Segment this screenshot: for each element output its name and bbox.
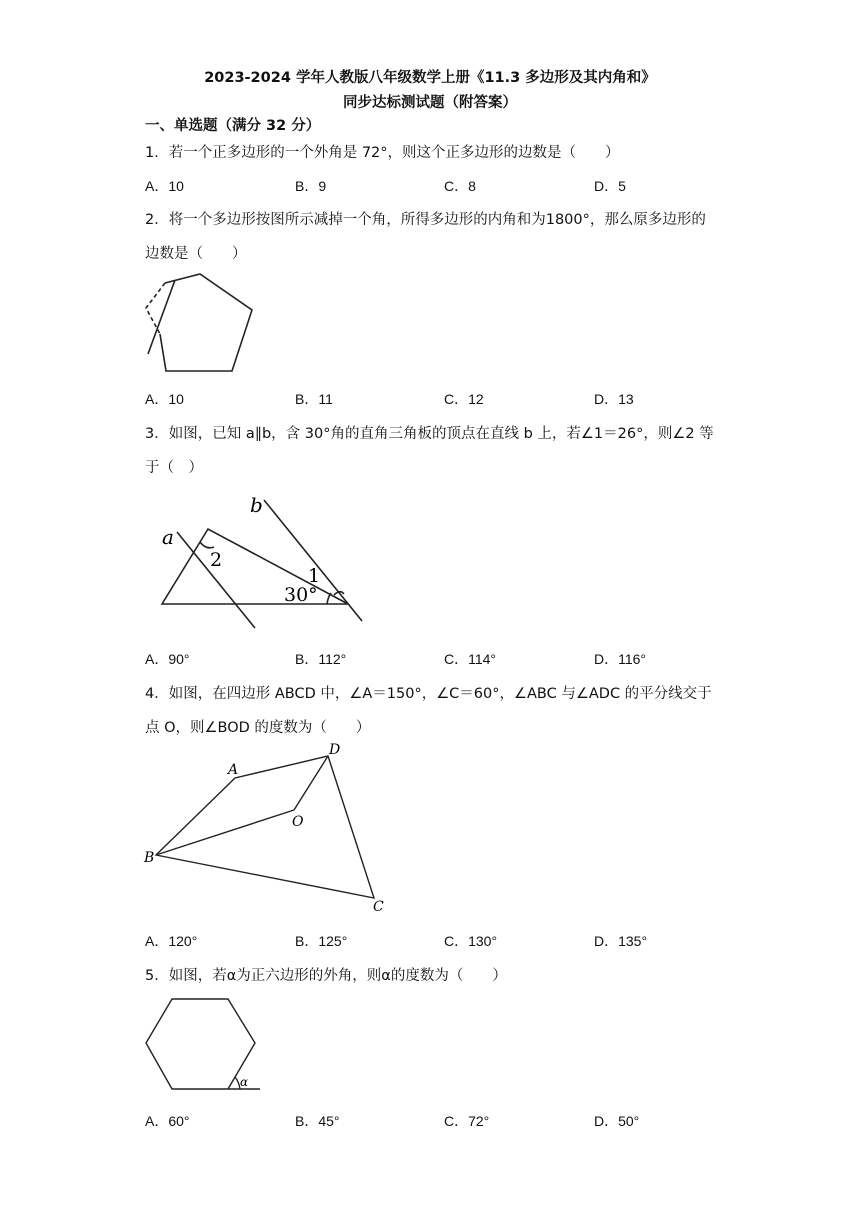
- section-heading: 一、单选题（满分 32 分）: [145, 118, 321, 134]
- vertex-b-label: B: [144, 850, 155, 866]
- vertex-a-label: A: [228, 762, 239, 778]
- angle-2-label: 2: [210, 549, 223, 571]
- q5-option-c: C．72°: [444, 1113, 490, 1129]
- q1-option-d: D．5: [594, 178, 626, 194]
- question-2-text-line2: 边数是（ ）: [145, 246, 247, 262]
- q2-option-b: B．11: [295, 391, 333, 407]
- point-o-label: O: [292, 814, 304, 830]
- bisector-do: [294, 756, 328, 810]
- angle-1-label: 1: [308, 565, 321, 587]
- q4-option-c: C．130°: [444, 933, 498, 949]
- q5-option-b: B．45°: [295, 1113, 340, 1129]
- q5-option-a: A．60°: [145, 1113, 190, 1129]
- line-a: [177, 532, 255, 628]
- q1-option-b: B．9: [295, 178, 327, 194]
- hexagon-exterior-angle-figure: [140, 992, 270, 1097]
- bisector-bo: [156, 810, 294, 855]
- line-a-label: a: [162, 525, 174, 549]
- q2-option-d: D．13: [594, 391, 634, 407]
- triangle-parallel-lines-figure: [150, 490, 380, 635]
- q3-option-a: A．90°: [145, 651, 190, 667]
- question-2-text-line1: 2．将一个多边形按图所示减掉一个角，所得多边形的内角和为1800°，那么原多边形的: [145, 212, 706, 228]
- question-4-text-line1: 4．如图，在四边形 ABCD 中，∠A＝150°，∠C＝60°，∠ABC 与∠ADC 的平分线交于: [145, 686, 712, 702]
- regular-hexagon: [146, 999, 255, 1089]
- q3-option-b: B．112°: [295, 651, 347, 667]
- document-subtitle: 同步达标测试题（附答案）: [343, 95, 517, 111]
- right-triangle: [162, 529, 348, 604]
- question-3-text-line1: 3．如图，已知 a∥b，含 30°角的直角三角板的顶点在直线 b 上，若∠1＝26°，则∠2 等: [145, 426, 714, 442]
- line-b-label: b: [250, 493, 263, 517]
- quadrilateral-abcd-figure: [140, 738, 400, 918]
- pentagon-cut-figure: [140, 270, 260, 380]
- question-4-text-line2: 点 O，则∠BOD 的度数为（ ）: [145, 720, 371, 736]
- q2-option-a: A．10: [145, 391, 184, 407]
- alpha-label: α: [240, 1075, 249, 1089]
- q3-option-c: C．114°: [444, 651, 497, 667]
- quadrilateral-abcd: [156, 756, 374, 898]
- q1-option-c: C．8: [444, 178, 476, 194]
- document-title: 2023-2024 学年人教版八年级数学上册《11.3 多边形及其内角和》: [204, 70, 656, 86]
- q1-option-a: A．10: [145, 178, 184, 194]
- pentagon-solid-sides: [160, 274, 252, 371]
- q2-option-c: C．12: [444, 391, 484, 407]
- angle-30-label: 30°: [284, 584, 318, 606]
- pentagon-dashed-sides: [146, 283, 165, 334]
- question-5-text: 5．如图，若α为正六边形的外角，则α的度数为（ ）: [145, 968, 507, 984]
- question-3-text-line2: 于（ ）: [145, 460, 203, 476]
- q4-option-d: D．135°: [594, 933, 648, 949]
- q4-option-b: B．125°: [295, 933, 348, 949]
- q3-option-d: D．116°: [594, 651, 647, 667]
- vertex-d-label: D: [329, 742, 341, 758]
- vertex-c-label: C: [373, 899, 384, 915]
- question-1-text: 1．若一个正多边形的一个外角是 72°，则这个正多边形的边数是（ ）: [145, 145, 620, 161]
- q4-option-a: A．120°: [145, 933, 198, 949]
- q5-option-d: D．50°: [594, 1113, 640, 1129]
- angle-2-arc: [200, 542, 214, 548]
